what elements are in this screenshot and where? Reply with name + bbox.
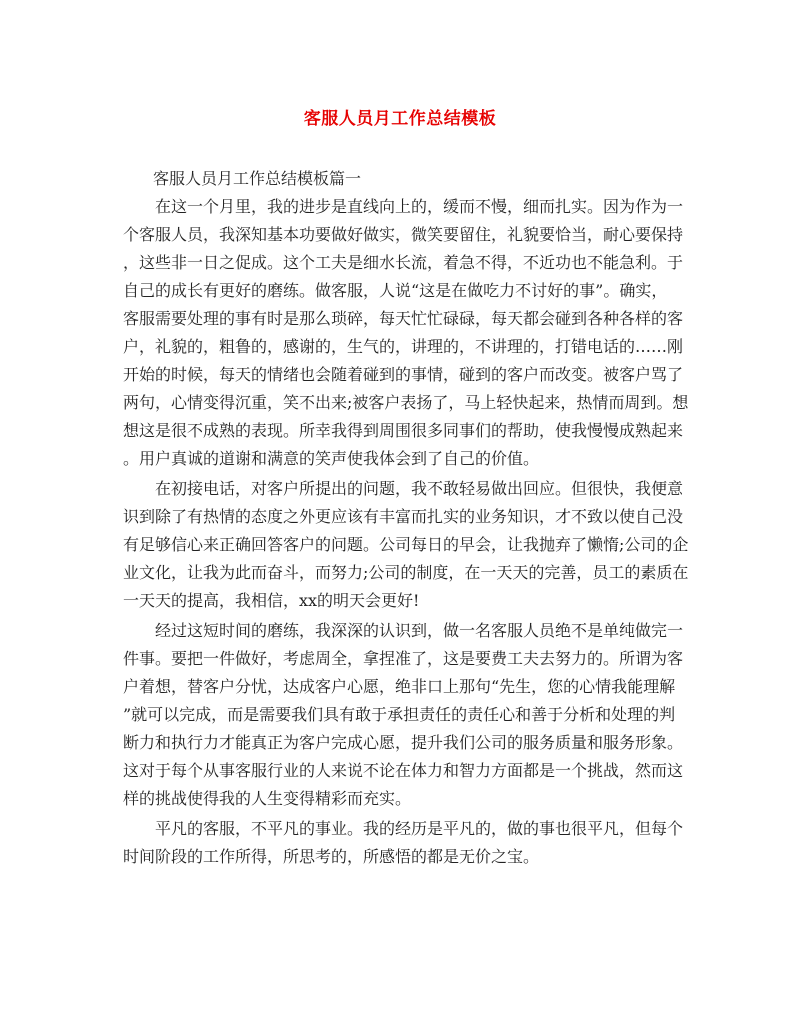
text-line: 平凡的客服，不平凡的事业。我的经历是平凡的，做的事也很平凡，但每个 bbox=[155, 819, 684, 838]
text-line: 经过这短时间的磨练，我深深的认识到，做一名客服人员绝不是单纯做完一 bbox=[155, 621, 684, 640]
text-line: 识到除了有热情的态度之外更应该有丰富而扎实的业务知识，才不致以使自己没 bbox=[123, 507, 684, 526]
paragraph-3 bbox=[123, 617, 683, 813]
text-line: 想这是很不成熟的表现。所幸我得到周围很多同事们的帮助，使我慢慢成熟起来 bbox=[123, 421, 684, 440]
text-line: 客服需要处理的事有时是那么琐碎，每天忙忙碌碌，每天都会碰到各种各样的客 bbox=[123, 309, 684, 328]
text-line: 样的挑战使得我的人生变得精彩而充实。 bbox=[123, 789, 412, 808]
text-line: 在初接电话，对客户所提出的问题，我不敢轻易做出回应。但很快，我便意 bbox=[155, 479, 684, 498]
section-heading: 客服人员月工作总结模板篇一 bbox=[153, 169, 362, 188]
text-line: 个客服人员，我深知基本功要做好做实，微笑要留住，礼貌要恰当，耐心要保持 bbox=[123, 225, 684, 244]
text-line: 。用户真诚的道谢和满意的笑声使我体会到了自己的价值。 bbox=[123, 449, 540, 468]
text-line: 件事。要把一件做好，考虑周全，拿捏准了，这是要费工夫去努力的。所谓为客 bbox=[123, 649, 684, 668]
text-line: 户，礼貌的，粗鲁的，感谢的，生气的，讲理的，不讲理的，打错电话的……刚 bbox=[123, 337, 684, 356]
text-line: 时间阶段的工作所得，所思考的，所感悟的都是无价之宝。 bbox=[123, 847, 540, 866]
text-line: ”就可以完成，而是需要我们具有敢于承担责任的责任心和善于分析和处理的判 bbox=[123, 705, 676, 724]
text-line: 户着想，替客户分忧，达成客户心愿，绝非口上那句“先生，您的心情我能理解 bbox=[123, 677, 676, 696]
paragraph-2 bbox=[123, 475, 689, 615]
text-line: 开始的时候，每天的情绪也会随着碰到的事情，碰到的客户而改变。被客户骂了 bbox=[123, 365, 684, 384]
text-line: 断力和执行力才能真正为客户完成心愿，提升我们公司的服务质量和服务形象。 bbox=[123, 733, 684, 752]
document-title: 客服人员月工作总结模板 bbox=[303, 109, 497, 129]
paragraph-1 bbox=[123, 193, 689, 473]
text-line: 业文化，让我为此而奋斗，而努力;公司的制度，在一天天的完善，员工的素质在 bbox=[123, 563, 689, 582]
document-body bbox=[123, 193, 689, 873]
text-line: 一天天的提高，我相信，xx的明天会更好! bbox=[123, 591, 420, 610]
text-line: ，这些非一日之促成。这个工夫是细水长流，着急不得，不近功也不能急利。于 bbox=[123, 253, 684, 272]
text-line: 在这一个月里，我的进步是直线向上的，缓而不慢，细而扎实。因为作为一 bbox=[155, 197, 684, 216]
text-line: 两句，心情变得沉重，笑不出来;被客户表扬了，马上轻快起来，热情而周到。想 bbox=[123, 393, 689, 412]
paragraph-4 bbox=[123, 815, 683, 871]
text-line: 这对于每个从事客服行业的人来说不论在体力和智力方面都是一个挑战，然而这 bbox=[123, 761, 684, 780]
text-line: 有足够信心来正确回答客户的问题。公司每日的早会，让我抛弃了懒惰;公司的企 bbox=[123, 535, 689, 554]
text-line: 自己的成长有更好的磨练。做客服，人说“这是在做吃力不讨好的事”。确实， bbox=[123, 281, 668, 300]
